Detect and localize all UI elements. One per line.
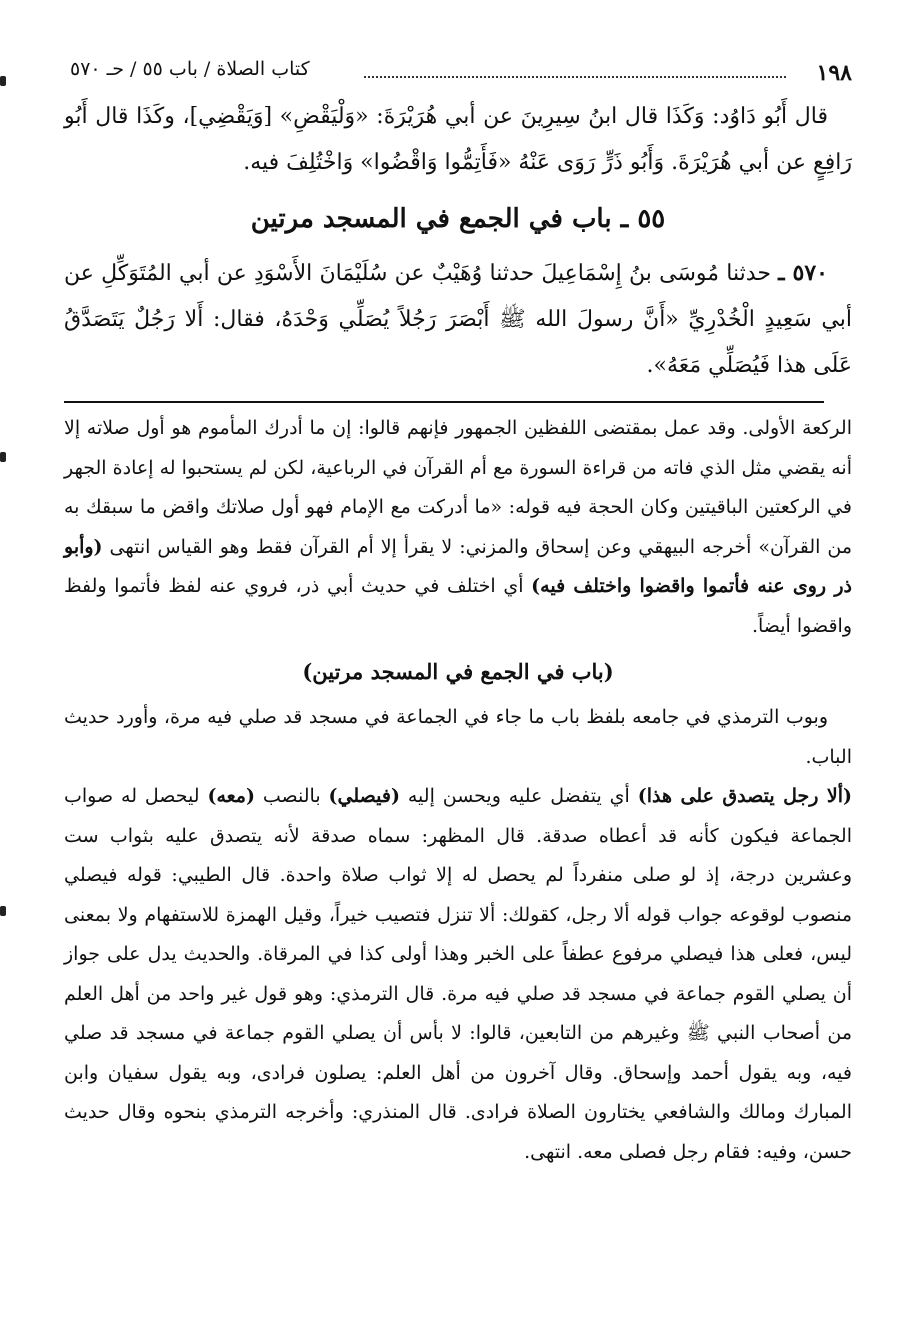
page-header — [64, 52, 852, 94]
page-number: ١٩٨ — [816, 60, 852, 86]
scan-edge-mark — [0, 906, 6, 916]
commentary-text: الركعة الأولى. وقد عمل بمقتضى اللفظين الجمهور فإنهم قالوا: إن ما أدرك المأموم هو أول صلاته إلا أنه يقضي مثل الذي فاته من قراءة السورة مع أم القرآن في الرباعية، لكن لم يستحبوا له إعادة الجهر في الركعتين الباقيتين وكان الحجة فيه قوله: «ما أدركت مع الإمام فهو أول صلاتك واقض ما سبقك به من القرآن» أخرجه البيهقي وعن إسحاق والمزني: لا يقرأ إلا أم القرآن فقط وهو القياس انتهى — [64, 417, 852, 558]
scan-edge-mark — [0, 76, 6, 86]
hadith-text: حدثنا مُوسَى بنُ إِسْمَاعِيلَ حدثنا وُهَيْبٌ عن سُلَيْمَانَ الأَسْوَدِ عن أبي المُتَوَكِّلِ عن أبي سَعِيدٍ الْخُدْرِيِّ «أَنَّ رسولَ الله ﷺ أَبْصَرَ رَجُلاً يُصَلِّي وَحْدَهُ، فقال: أَلا رَجُلٌ يَتَصَدَّقُ عَلَى هذا فَيُصَلِّي مَعَهُ». — [64, 261, 852, 378]
commentary-quote: (معه) — [207, 785, 255, 807]
chapter-title: باب في الجمع في المسجد مرتين — [250, 204, 612, 234]
footnote-separator — [64, 401, 824, 403]
header-dotted-leader — [364, 76, 786, 78]
commentary-paragraph-3 — [64, 777, 852, 1172]
commentary-text: بالنصب — [254, 785, 329, 807]
commentary — [64, 409, 852, 1172]
commentary-quote: (ألا رجل يتصدق على هذا) — [637, 785, 853, 807]
commentary-chapter-heading: (باب في الجمع في المسجد مرتين) — [302, 659, 614, 684]
commentary-text: ليحصل له صواب الجماعة فيكون كأنه قد أعطاه صدقة. قال المظهر: سماه صدقة لأنه يتصدق عليه بثواب ست وعشرين درجة، إذ لو صلى منفرداً لم يحصل له إلا ثواب صلاة واحدة. قال الطيبي: قوله فيصلي منصوب لوقوعه جواب قوله ألا رجل، كقولك: ألا تنزل فتصيب خيراً، وقيل الهمزة للاستفهام ولا بمعنى ليس، فعلى هذا فيصلي مرفوع عطفاً على الخبر وهذا أولى كذا في المرقاة. والحديث يدل على جواز أن يصلي القوم جماعة في مسجد قد صلي فيه مرة. قال الترمذي: وهو قول غير واحد من أهل العلم من أصحاب النبي ﷺ وغيرهم من التابعين، قالوا: لا بأس أن يصلي القوم جماعة في مسجد قد صلي فيه، وبه يقول أحمد وإسحاق. وقال آخرون من أهل العلم: يصلون فرادى، وبه يقول سفيان وابن المبارك ومالك والشافعي يختارون الصلاة فرادى. قال المنذري: وأخرجه الترمذي بنحوه وقال حديث حسن، وفيه: فقام رجل فصلى معه. انتهى. — [64, 785, 852, 1163]
scan-edge-mark — [0, 452, 6, 462]
commentary-quote: (وأبو ذر روى عنه فأتموا واقضوا واختلف فيه) — [64, 535, 852, 597]
running-head: كتاب الصلاة / باب ٥٥ / حـ ٥٧٠ — [70, 58, 310, 80]
commentary-text: أي يتفضل عليه ويحسن إليه — [399, 785, 638, 807]
commentary-paragraph-1 — [64, 409, 852, 646]
chapter-heading — [64, 190, 852, 248]
main-text — [64, 94, 852, 389]
commentary-paragraph-2: وبوب الترمذي في جامعه بلفظ باب ما جاء في الجماعة في مسجد قد صلي فيه مرة، وأورد حديث الباب. — [64, 706, 852, 768]
hadith-paragraph — [64, 250, 852, 389]
commentary-quote: (فيصلي) — [328, 785, 400, 807]
chapter-number: ٥٥ ـ — [620, 204, 666, 234]
book-page — [64, 52, 852, 1172]
hadith-number: ٥٧٠ ـ — [778, 260, 828, 286]
commentary-text: أي اختلف في حديث أبي ذر، فروي عنه لفظ فأتموا ولفظ واقضوا أيضاً. — [64, 575, 852, 637]
intro-paragraph: قال أَبُو دَاوُد: وَكَذَا قال ابنُ سِيرِينَ عن أبي هُرَيْرَةَ: «وَلْيَقْضِ» [وَيَقْضِي]، وكَذَا قال أَبُو رَافِعٍ عن أبي هُرَيْرَةَ. وَأَبُو ذَرٍّ رَوَى عَنْهُ «فَأَتِمُّوا وَاقْضُوا» وَاخْتُلِفَ فيه. — [64, 104, 852, 175]
